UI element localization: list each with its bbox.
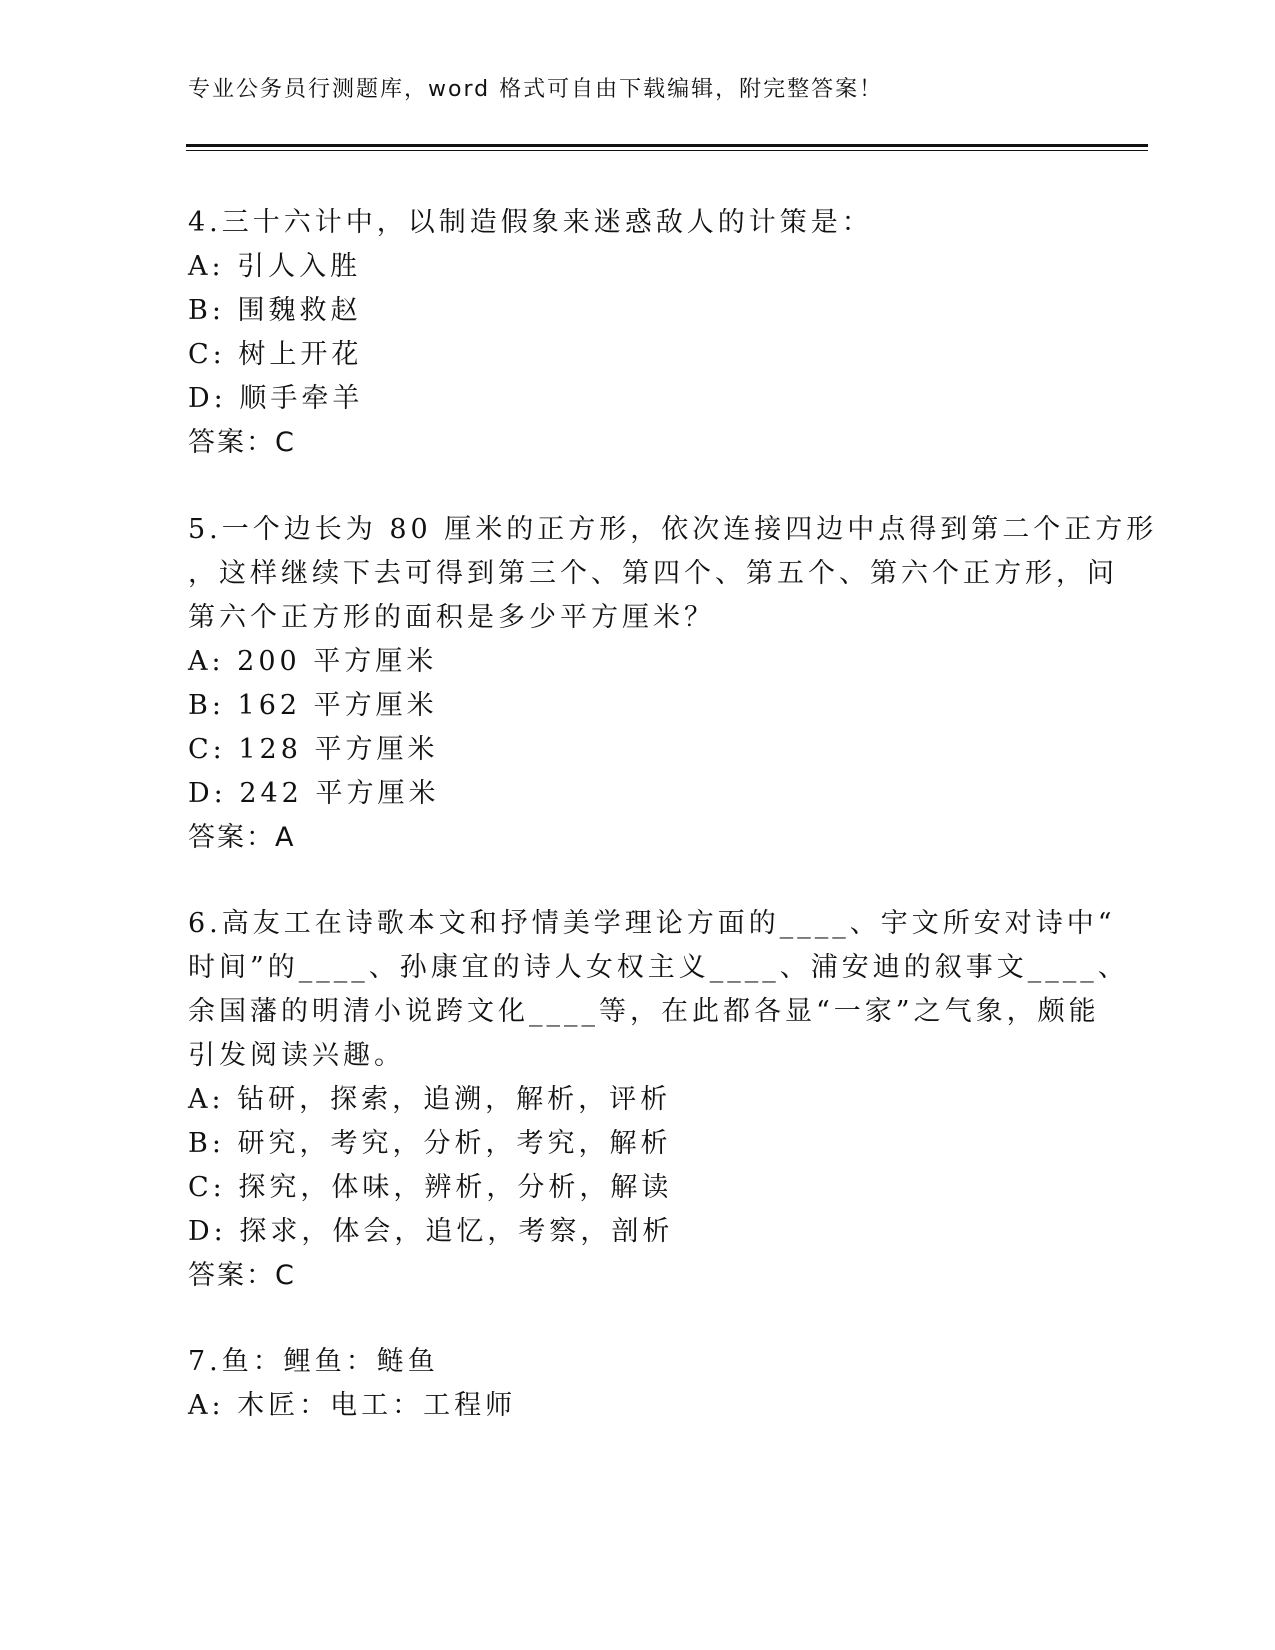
option-a: A: 引人入胜 [188,251,362,282]
option-c: C: 探究，体味，辨析，分析，解读 [188,1172,673,1203]
option-d: D: 242 平方厘米 [188,778,440,809]
question-text: 引发阅读兴趣。 [188,1040,405,1071]
question-text: 时间”的____、孙康宜的诗人女权主义____、浦安迪的叙事文____、 [188,952,1129,983]
option-b: B: 162 平方厘米 [188,690,438,721]
answer: 答案：A [188,822,296,853]
question-text: 4.三十六计中，以制造假象来迷惑敌人的计策是： [188,207,873,238]
header-rule-thin [186,150,1148,151]
option-c: C: 128 平方厘米 [188,734,439,765]
header-rule-thick [186,144,1148,147]
question-text: 余国藩的明清小说跨文化____等，在此都各显“一家”之气象，颇能 [188,996,1100,1027]
option-a: A: 200 平方厘米 [188,646,438,677]
answer: 答案：C [188,1260,296,1291]
option-d: D: 探求，体会，追忆，考察，剖析 [188,1216,674,1247]
question-text: 5.一个边长为 80 厘米的正方形，依次连接四边中点得到第二个正方形 [188,514,1158,545]
question-text: ，这样继续下去可得到第三个、第四个、第五个、第六个正方形，问 [188,558,1118,589]
option-b: B: 研究，考究，分析，考究，解析 [188,1128,672,1159]
question-text: 第六个正方形的面积是多少平方厘米？ [188,602,715,633]
option-a: A: 木匠：电工：工程师 [188,1390,517,1421]
question-text: 6.高友工在诗歌本文和抒情美学理论方面的____、宇文所安对诗中“ [188,908,1116,939]
question-text: 7.鱼：鲤鱼：鲢鱼 [188,1346,439,1377]
option-b: B: 围魏救赵 [188,295,362,326]
option-d: D: 顺手牵羊 [188,383,364,414]
option-c: C: 树上开花 [188,339,363,370]
option-a: A: 钻研，探索，追溯，解析，评析 [188,1084,672,1115]
answer: 答案：C [188,427,296,458]
header-text: 专业公务员行测题库，word 格式可自由下载编辑，附完整答案！ [188,77,884,102]
